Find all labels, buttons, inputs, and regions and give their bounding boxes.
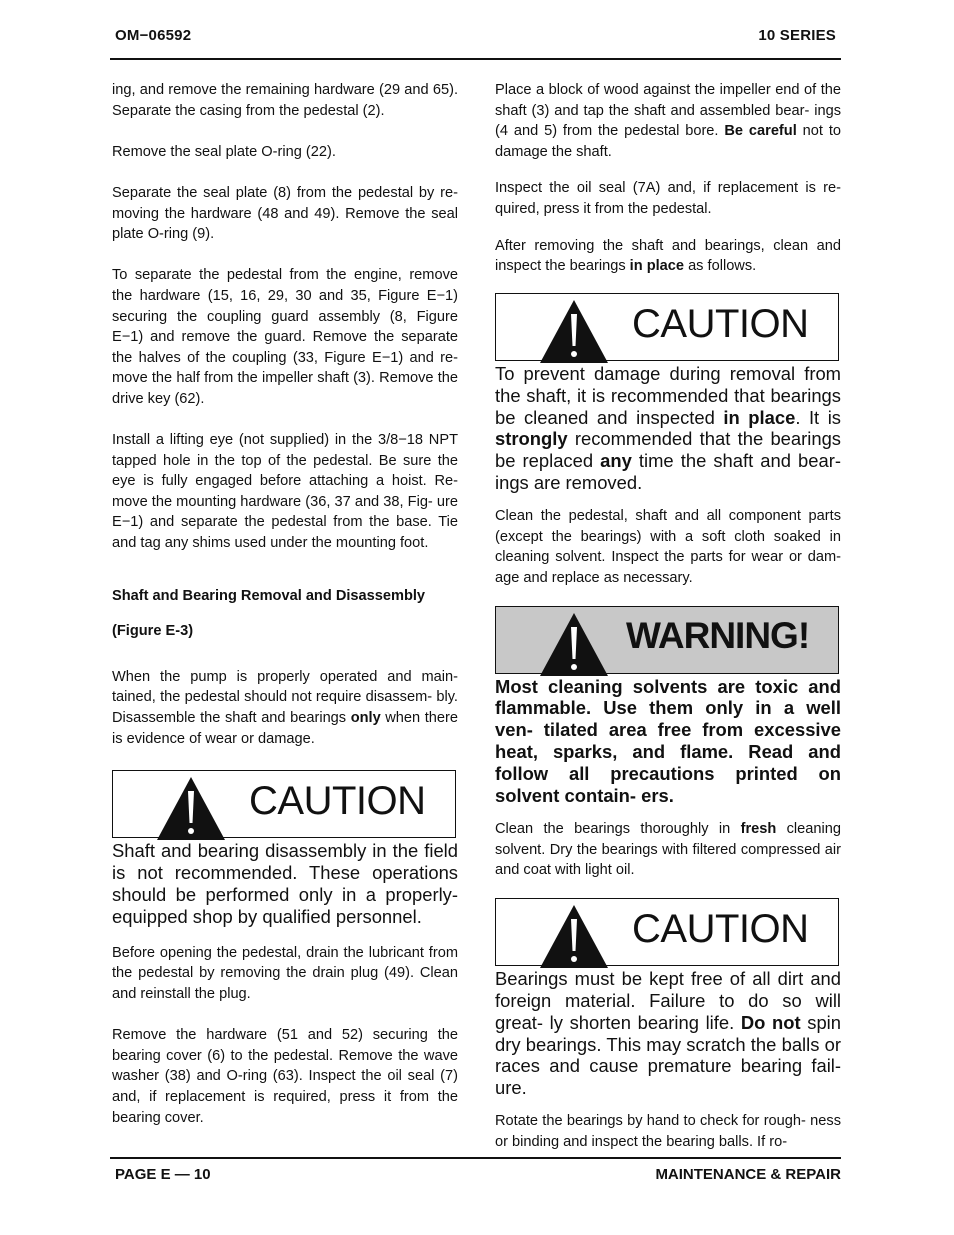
caution-label: CAUTION (632, 906, 809, 951)
paragraph: Install a lifting eye (not supplied) in the 3/8−18 NPT tapped hole in the top of the pedestal. Be sure the eye is fully engaged before attaching a hoist. Re- move the mounting hardware (36, 37 and 38, Fig- ure E−1) and separate the pedestal from the base. Tie and tag any shims used under the mounting foot. (112, 432, 458, 552)
exclamation-triangle-icon (538, 903, 610, 969)
exclamation-triangle-icon (538, 298, 610, 364)
page-number: PAGE E — 10 (115, 1166, 211, 1183)
paragraph: ing, and remove the remaining hardware (29 and 65). Separate the casing from the pedestal (2). (112, 82, 458, 119)
caution-box (112, 770, 456, 838)
warning-box (495, 606, 839, 674)
section-heading: Shaft and Bearing Removal and Disassembly (112, 587, 426, 604)
caution-label: CAUTION (632, 301, 809, 346)
paragraph: Remove the seal plate O-ring (22). (112, 143, 336, 160)
right-column (495, 80, 841, 1152)
document-id: OM−06592 (115, 27, 192, 44)
caution-box (495, 293, 839, 361)
footer-rule (110, 1157, 841, 1159)
paragraph: Place a block of wood against the impeller end of the shaft (3) and tap the shaft and assembled bear- ings (4 and 5) from the pedestal bore. Be careful not to damage the shaft. (495, 82, 841, 160)
warning-text: Most cleaning solvents are toxic and flammable. Use them only in a well ven- tilated area free from excessive heat, sparks, and flame. Read and follow all precautions printed on solvent contain- ers. (495, 675, 841, 807)
paragraph: After removing the shaft and bearings, clean and inspect the bearings in place as follows. (495, 237, 841, 275)
paragraph: Inspect the oil seal (7A) and, if replacement is re- quired, press it from the pedestal. (495, 180, 841, 217)
section-label: MAINTENANCE & REPAIR (655, 1166, 841, 1183)
warning-label: WARNING! (626, 614, 810, 656)
header-rule (110, 58, 841, 60)
paragraph: Before opening the pedestal, drain the lubricant from the pedestal by removing the drain plug (49). Clean and reinstall the plug. (112, 944, 458, 1003)
section-heading-figure-ref: (Figure E-3) (112, 623, 194, 640)
caution-label: CAUTION (249, 779, 426, 824)
paragraph: When the pump is properly operated and main- tained, the pedestal should not require disassem- bly. Disassemble the shaft and bearings only when there is evidence of wear or damage. (112, 668, 458, 747)
caution-text: To prevent damage during removal from the shaft, it is recommended that bearings be cleaned and inspected in place. It is strongly recommended that the bearings be replaced any time the shaft and bear- ings are removed. (495, 362, 841, 494)
series-label: 10 SERIES (758, 27, 836, 44)
caution-text: Bearings must be kept free of all dirt and foreign material. Failure to do so will great- ly shorten bearing life. Do not spin dry bearings. This may scratch the balls or races and cause premature bearing fail- ure. (495, 967, 841, 1099)
paragraph: Clean the bearings thoroughly in fresh cleaning solvent. Dry the bearings with filtered compressed air and coat with light oil. (495, 821, 841, 879)
paragraph: Remove the hardware (51 and 52) securing the bearing cover (6) to the pedestal. Remove the wave washer (38) and O-ring (63). Inspect the oil seal (7) and, if replacement is required, press it from the bearing cover. (112, 1027, 458, 1126)
paragraph: Clean the pedestal, shaft and all component parts (except the bearings) with a soft cloth soaked in cleaning solvent. Inspect the parts for wear or dam- age and replace as necessary. (495, 508, 841, 586)
exclamation-triangle-icon (155, 775, 227, 841)
exclamation-triangle-icon (538, 611, 610, 677)
left-column (112, 80, 458, 1128)
paragraph: Separate the seal plate (8) from the pedestal by re- moving the hardware (48 and 49). Remove the seal plate O-ring (9). (112, 184, 458, 243)
caution-box (495, 898, 839, 966)
caution-text: Shaft and bearing disassembly in the field is not recommended. These operations should be performed only in a properly- equipped shop by qualified personnel. (112, 840, 458, 927)
paragraph: Rotate the bearings by hand to check for rough- ness or binding and inspect the bearing balls. If ro- (495, 1113, 841, 1150)
paragraph: To separate the pedestal from the engine, remove the hardware (15, 16, 29, 30 and 35, Figure E−1) securing the coupling guard assembly (8, Figure E−1) and remove the guard. Remove the separate the halves of the coupling (33, Figure E−1) and re- move the half from the impeller shaft (3). Remove the drive key (62). (112, 267, 458, 407)
